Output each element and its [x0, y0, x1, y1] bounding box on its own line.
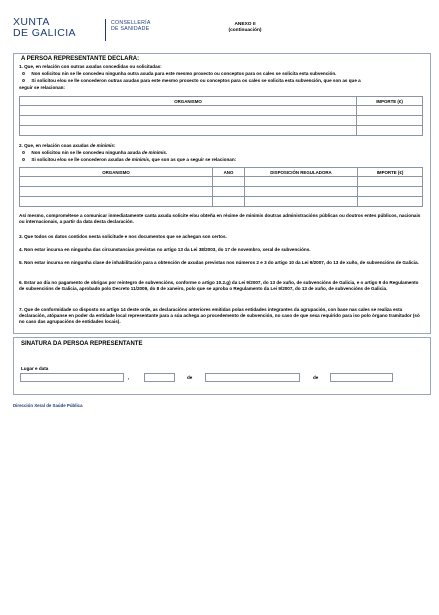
- de-label-2: de: [313, 375, 319, 380]
- item2-opt2-b: , que son as que a seguir se relacionan:: [149, 157, 237, 162]
- item2-option-yes: [22, 157, 236, 163]
- importe-cell[interactable]: [358, 197, 423, 207]
- item1-option-none-label: Non solicitou nin se lle concedeu ningunha outra axuda para este mesmo proxecto ou conceptos para os cales se solicita esta subvención.: [31, 71, 337, 76]
- disposicion-cell[interactable]: [245, 177, 358, 187]
- logo-text: [13, 17, 76, 38]
- minimis-aid-table: [19, 167, 423, 207]
- item1-radio-none[interactable]: [22, 72, 25, 75]
- logo-line2: DE GALICIA: [13, 26, 76, 39]
- department-line2: DE SANIDADE: [111, 26, 150, 32]
- item7-text: 7. Que de conformidade co disposto no artigo 14 deste orde, as declaracións anteriores emitidas polas entidades integrantes da agrupación, con base nas cales se realiza esta declaración, atópanse en poder da entidade local representante para a súa achega ao procedemento de subvención, no caso de que sexa requirido para iso polo órgano tramitador (só no caso das agrupacións de entidades locais).: [19, 307, 420, 324]
- table-row: [20, 116, 423, 126]
- item6-text: 6. Estar ao día no pagamento de obrigas por reintegro de subvencións, conforme o artigo 10.2.g) da Lei 9/2007, do 13 de xuño, de subvencións de Galicia, e o artigo 9 do Regulamento de subvencións de Galicia, aprobado polo Decreto 11/2009, do 8 de xaneiro, polo que se aproba o Regulamento da Lei 9/2007, do 13 de xuño, de subvencións de Galicia.: [19, 280, 419, 291]
- item2-heading-b: :: [113, 143, 116, 148]
- item2-opt1-em: de minimis: [141, 150, 166, 155]
- item1-option-none: [22, 71, 336, 77]
- annex-title: ANEXO II: [234, 22, 256, 27]
- col-organismo: ORGANISMO: [20, 97, 357, 106]
- table-row: [20, 187, 423, 197]
- item2-opt1-a: Non solicitou nin se lle concedeu ningunha axuda: [31, 150, 142, 155]
- item3-text: 3. Que todos os datos contidos nesta solicitude e nos documentos que se achegan son certos.: [19, 234, 227, 239]
- logo-divider: [105, 19, 106, 41]
- table-row: [20, 126, 423, 136]
- disposicion-cell[interactable]: [245, 197, 358, 207]
- organismo-cell[interactable]: [20, 197, 213, 207]
- col-organismo: ORGANISMO: [20, 168, 213, 177]
- comma-separator: ,: [128, 375, 130, 380]
- item1-option-yes: [22, 78, 361, 84]
- table-row: [20, 197, 423, 207]
- logo-line1: XUNTA: [13, 16, 50, 28]
- commitment-text: Así mesmo, comprométese a comunicar inmediatamente canta axuda solicite e/ou obteña en réxime de minimis doutras administracións públicas ou doutros entes públicos, nacionais ou internacionais, a partir da data desta declaración.: [19, 213, 421, 224]
- item1-heading: 1. Que, en relación con outras axudas concedidas ou solicitadas:: [19, 64, 162, 69]
- col-importe: IMPORTE (€): [358, 168, 423, 177]
- table-row: [20, 106, 423, 116]
- declaration-title: A PERSOA REPRESENTANTE DECLARA:: [21, 56, 140, 62]
- organismo-cell[interactable]: [20, 106, 357, 116]
- item2-radio-none[interactable]: [22, 151, 25, 154]
- item2-heading-a: 2. Que, en relación coas axudas: [19, 143, 90, 148]
- footer-department: Dirección Xeral de Saúde Pública: [13, 403, 83, 408]
- annex-subtitle: (continuación): [228, 28, 262, 33]
- organismo-cell[interactable]: [20, 187, 213, 197]
- signature-title: SINATURA DA PERSOA REPRESENTANTE: [21, 341, 143, 347]
- col-importe: IMPORTE (€): [357, 97, 423, 106]
- other-aid-table: [19, 96, 423, 136]
- table-header-row: [20, 97, 423, 106]
- organismo-cell[interactable]: [20, 116, 357, 126]
- item2-heading: [19, 143, 116, 149]
- item1-radio-yes[interactable]: [22, 79, 25, 82]
- importe-cell[interactable]: [358, 177, 423, 187]
- item2-heading-em: de minimis: [89, 143, 114, 148]
- item5-text: 5. Non estar incursa en ningunha clase de inhabilitación para a obtención de axudas previstas nos números 2 e 3 do artigo 10 da Lei 9/2007, do 13 de xuño, de subvencións de Galicia.: [19, 260, 419, 265]
- de-label-1: de: [187, 375, 193, 380]
- organismo-cell[interactable]: [20, 177, 213, 187]
- disposicion-cell[interactable]: [245, 187, 358, 197]
- item2-option-none: [22, 150, 167, 156]
- col-disposicion: DISPOSICIÓN REGULADORA: [245, 168, 358, 177]
- ano-cell[interactable]: [213, 187, 245, 197]
- item4-text: 4. Non estar incursa en ningunha das circunstancias previstas no artigo 13 da Lei 38/2003, do 17 de novembro, xeral de subvencións.: [19, 247, 311, 252]
- item1-option-yes-label: Si solicitou e/ou se lle concederon outras axudas para este mesmo proxecto ou conceptos para os cales se solicita esta subvención, que son as que a: [31, 78, 361, 83]
- table-header-row: [20, 168, 423, 177]
- item2-radio-yes[interactable]: [22, 158, 25, 161]
- day-field[interactable]: [144, 373, 175, 382]
- month-field[interactable]: [205, 373, 300, 382]
- importe-cell[interactable]: [357, 116, 423, 126]
- table-row: [20, 177, 423, 187]
- col-ano: ANO: [213, 168, 245, 177]
- department-name: [111, 20, 151, 32]
- item2-opt1-b: .: [165, 150, 168, 155]
- year-field[interactable]: [330, 373, 393, 382]
- importe-cell[interactable]: [357, 126, 423, 136]
- ano-cell[interactable]: [213, 197, 245, 207]
- importe-cell[interactable]: [357, 106, 423, 116]
- department-line1: CONSELLERÍA: [111, 20, 151, 26]
- place-field[interactable]: [20, 373, 124, 382]
- place-date-label: Lugar e data: [21, 366, 49, 371]
- xunta-logo: [13, 16, 151, 47]
- item2-opt2-a: Si solicitou e/ou se lle concederon axudas: [31, 157, 126, 162]
- importe-cell[interactable]: [358, 187, 423, 197]
- item1-option-yes-cont: seguir se relacionan:: [19, 85, 65, 90]
- annex-heading: [215, 22, 275, 34]
- ano-cell[interactable]: [213, 177, 245, 187]
- organismo-cell[interactable]: [20, 126, 357, 136]
- item2-opt2-em: de minimis: [125, 157, 150, 162]
